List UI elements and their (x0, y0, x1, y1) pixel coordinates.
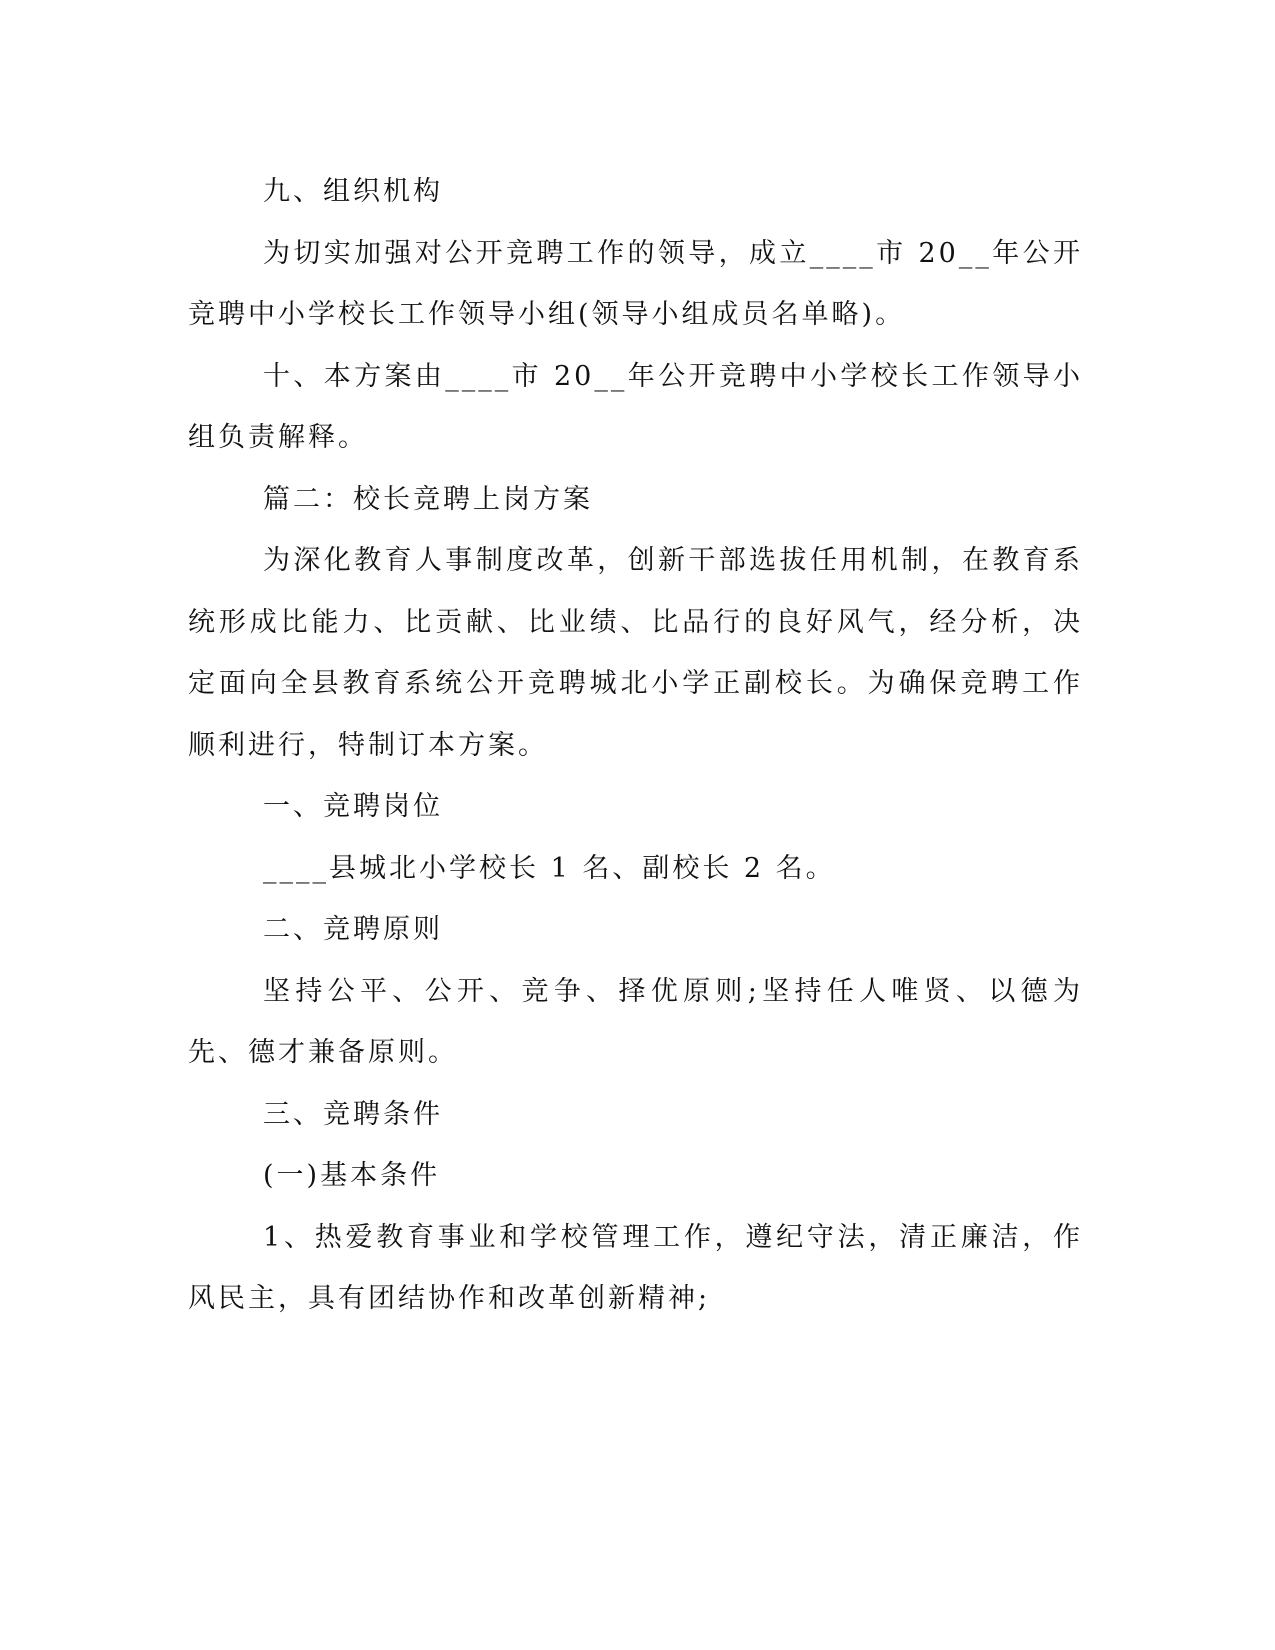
section-heading-organization: 九、组织机构 (263, 176, 443, 207)
paragraph-introduction: 为深化教育人事制度改革，创新干部选拔任用机制，在教育系统形成比能力、比贡献、比业绩、比品行的良好风气，经分析，决定面向全县教育系统公开竞聘城北小学正副校长。为确保竞聘工作顺利进行，特制订本方案。 (188, 545, 1083, 761)
paragraph-positions: ____县城北小学校长 1 名、副校长 2 名。 (263, 852, 836, 884)
section-heading-conditions: 三、竞聘条件 (263, 1098, 443, 1130)
paragraph-principles: 坚持公平、公开、竞争、择优原则;坚持任人唯贤、以德为先、德才兼备原则。 (188, 975, 1083, 1068)
paragraph-leadership-group: 为切实加强对公开竞聘工作的领导，成立____市 20__年公开竞聘中小学校长工作领导小组(领导小组成员名单略)。 (188, 237, 1083, 330)
article-title-part-two: 篇二：校长竞聘上岗方案 (263, 483, 593, 515)
section-heading-positions: 一、竞聘岗位 (263, 791, 443, 822)
section-heading-principles: 二、竞聘原则 (263, 914, 443, 945)
list-item-condition-1: 1、热爱教育事业和学校管理工作，遵纪守法，清正廉洁，作风民主，具有团结协作和改革创新精神; (188, 1221, 1083, 1314)
document-body (188, 161, 1083, 1330)
paragraph-interpretation: 十、本方案由____市 20__年公开竞聘中小学校长工作领导小组负责解释。 (188, 360, 1083, 453)
subsection-heading-basic-conditions: (一)基本条件 (263, 1160, 441, 1191)
